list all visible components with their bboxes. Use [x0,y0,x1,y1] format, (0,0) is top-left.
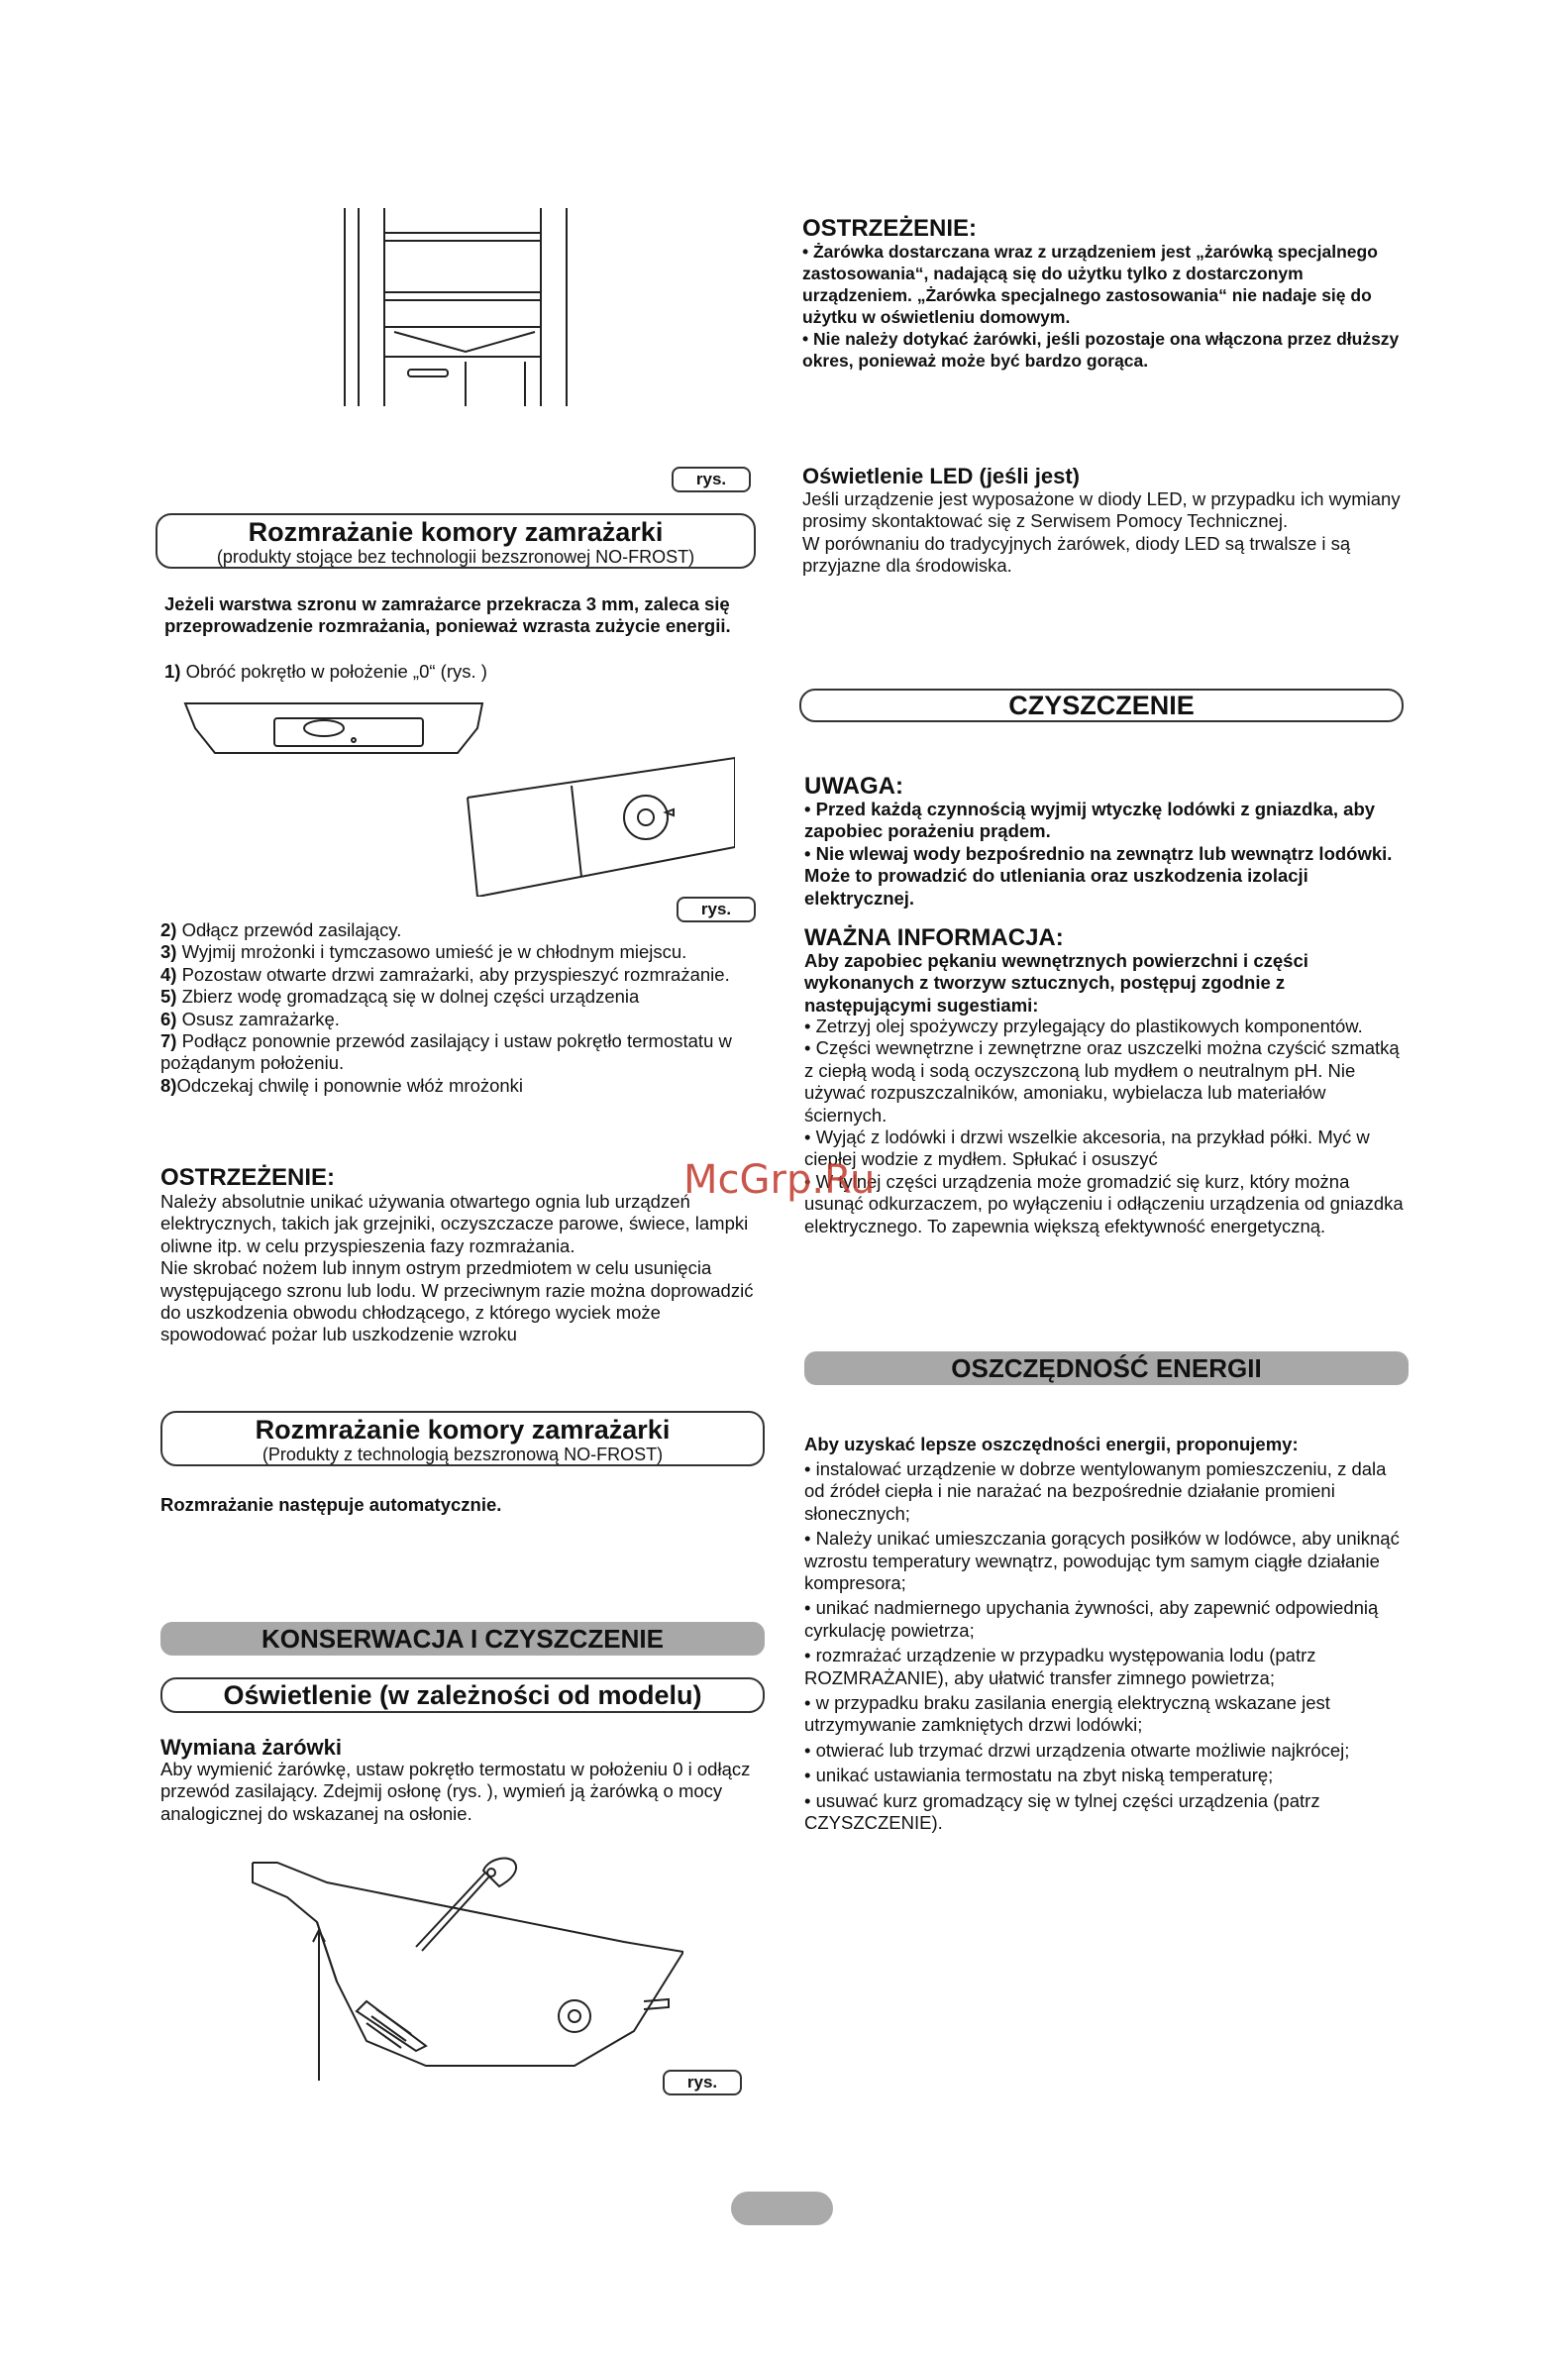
warning-line: • Żarówka dostarczana wraz z urządzeniem jest „żarówką specjalnego zastosowania“, nadającą się do użytku tylko z dostarczonym urządzeniem. „Żarówka specjalnego zastosowania“ nie nadaje się do użytku w oświetleniu domowym. [802,242,1378,327]
step-text: Osusz zamrażarkę. [181,1008,340,1029]
info-line: • Wyjąć z lodówki i drzwi wszelkie akcesoria, na przykład półki. Myć w ciepłej wodzie z mydłem. Spłukać i osuszyć [804,1126,1370,1170]
info-line: • Zetrzyj olej spożywczy przylegający do plastikowych komponentów. [804,1016,1363,1036]
rys-label: rys. [672,467,751,492]
step-number: 4) [160,963,177,985]
section-title: Rozmrażanie komory zamrażarki [255,1415,671,1445]
step-text: Odłącz przewód zasilający. [181,919,402,940]
caution-line: • Przed każdą czynnością wyjmij wtyczkę lodówki z gniazdka, aby zapobiec porażeniu prądem. [804,799,1376,842]
section-title: Oświetlenie (w zależności od modelu) [223,1680,702,1710]
step-text: Zbierz wodę gromadzącą się w dolnej części urządzenia [181,986,640,1008]
energy-item: • otwierać lub trzymać drzwi urządzenia otwarte możliwie najkrócej; [804,1739,1350,1761]
maintenance-section-bar: KONSERWACJA I CZYSZCZENIE [160,1622,765,1656]
energy-item: • instalować urządzenie w dobrze wentylowanym pomieszczeniu, z dala od źródeł ciepła i nie narażać na bezpośrednie działanie promieni słonecznych; [804,1458,1387,1524]
warning-line: • Nie należy dotykać żarówki, jeśli pozostaje ona włączona przez dłuższy okres, ponieważ może być bardzo gorąca. [802,329,1400,371]
energy-item: • unikać nadmiernego upychania żywności, aby zapewnić odpowiednią cyrkulację powietrza; [804,1597,1379,1641]
bulb-replacement-text: Aby wymienić żarówkę, ustaw pokrętło termostatu w położeniu 0 i odłącz przewód zasilający. Zdejmij osłonę (rys. ), wymień ją żarówką o mocy analogicznej do wskazanej na osłonie. [160,1759,751,1824]
section-title: Rozmrażanie komory zamrażarki [248,517,664,547]
led-title: Oświetlenie LED (jeśli jest) [802,464,1080,488]
defrost-step-5 [160,986,767,1008]
energy-item: • unikać ustawiania termostatu na zbyt niską temperaturę; [804,1765,1274,1786]
important-info-title: WAŻNA INFORMACJA: [804,924,1064,951]
page-number-pill [731,2192,833,2225]
info-line: • Części wewnętrzne i zewnętrzne oraz uszczelki można czyścić szmatką z ciepłą wodą i sodą oczyszczoną lub mydłem o neutralnym pH. Nie używać rozpuszczalników, amoniaku, wybielacza lub materiałów ściernych. [804,1037,1400,1126]
energy-item: • rozmrażać urządzenie w przypadku występowania lodu (patrz ROZMRAŻANIE), aby ułatwić transfer zimnego powietrza; [804,1645,1316,1688]
led-body [802,488,1409,578]
defrost-step-1 [164,661,763,683]
step-number: 7) [160,1030,177,1052]
step-text: Wyjmij mrożonki i tymczasowo umieść je w chłodnym miejscu. [181,941,687,963]
step-number: 3) [160,941,177,963]
step-number: 2) [160,919,177,940]
lamp-cover-screwdriver-illustration [248,1853,683,2081]
important-info-list [804,1016,1411,1237]
warning-paragraph: Nie skrobać nożem lub innym ostrym przedmiotem w celu usunięcia występującego szronu lub lodu. W przeciwnym razie można doprowadzić do uszkodzenia obwodu chłodzącego, z którego wyciek może spowodować pożar lub uszkodzenie wzroku [160,1257,754,1345]
caution-body [804,799,1411,910]
defrost-steps-list [160,919,767,1097]
info-line: • W tylnej części urządzenia może gromadzić się kurz, który można usunąć odkurzaczem, po wyłączeniu i odłączeniu urządzenia od gniazdka elektrycznego. To zapewnia większą efektywność energetyczną. [804,1170,1404,1236]
defrost-step-2 [160,919,767,941]
section-subtitle: (produkty stojące bez technologii bezszronowej NO-FROST) [216,547,695,567]
step-number: 6) [160,1008,177,1029]
energy-section-bar: OSZCZĘDNOŚĆ ENERGII [804,1351,1409,1385]
step-number: 8) [160,1074,177,1096]
warning-title: OSTRZEŻENIE: [160,1164,336,1191]
step-number: 5) [160,986,177,1008]
caution-line: • Nie wlewaj wody bezpośrednio na zewnątrz lub wewnątrz lodówki. Może to prowadzić do utleniania oraz uszkodzenia izolacji elektrycznej. [804,842,1393,909]
step-text: Obróć pokrętło w położenie „0“ (rys. ) [185,661,487,682]
top-warning-title: OSTRZEŻENIE: [802,215,978,242]
lighting-title-box [160,1677,765,1713]
defrost-intro: Jeżeli warstwa szronu w zamrażarce przekracza 3 mm, zaleca się przeprowadzenie rozmrażania, ponieważ wzrasta zużycie energii. [164,593,731,637]
warning-paragraph: Należy absolutnie unikać używania otwartego ognia lub urządzeń elektrycznych, takich jak grzejniki, oczyszczacze parowe, świece, lampki oliwne itp. w celu przyspieszenia fazy rozmrażania. [160,1191,749,1256]
rys-label: rys. [663,2070,742,2095]
top-warning-body [802,241,1409,372]
step-text: Pozostaw otwarte drzwi zamrażarki, aby przyspieszyć rozmrażanie. [181,963,730,985]
defrost-step-3 [160,941,767,963]
defrost-step-6 [160,1009,767,1030]
energy-item: • usuwać kurz gromadzący się w tylnej części urządzenia (patrz CZYSZCZENIE). [804,1789,1320,1834]
warning-body [160,1191,767,1346]
auto-defrost-text: Rozmrażanie następuje automatycznie. [160,1494,502,1515]
step-text: Podłącz ponownie przewód zasilający i ustaw pokrętło termostatu w pożądanym położeniu. [160,1030,732,1074]
watermark: McGrp.Ru [683,1157,876,1203]
fridge-shelves-illustration [337,203,594,411]
energy-item: • Należy unikać umieszczania gorących posiłków w lodówce, aby uniknąć wzrostu temperatury wewnątrz, powodując tym samym ciągłe działanie kompresora; [804,1528,1400,1594]
section-subtitle: (Produkty z technologią bezszronową NO-FROST) [261,1445,664,1464]
rys-label: rys. [677,897,756,922]
energy-item: • w przypadku braku zasilania energią elektryczną wskazane jest utrzymywanie zamkniętych drzwi lodówki; [804,1692,1330,1736]
caution-title: UWAGA: [804,773,903,800]
energy-list [804,1458,1411,1838]
step-number: 1) [164,661,181,682]
cleaning-title-box [799,689,1404,722]
energy-intro: Aby uzyskać lepsze oszczędności energii, proponujemy: [804,1434,1299,1454]
defrost-step-4 [160,964,767,986]
step-text: Odczekaj chwilę i ponownie włóż mrożonki [176,1074,524,1096]
led-paragraph: W porównaniu do tradycyjnych żarówek, diody LED są trwalsze i są przyjazne dla środowiska. [802,532,1351,577]
defrost-nofrost-title-box [160,1411,765,1466]
led-paragraph: Jeśli urządzenie jest wyposażone w diody LED, w przypadku ich wymiany prosimy skontaktować się z Serwisem Pomocy Technicznej. [802,488,1401,532]
section-title: CZYSZCZENIE [1008,691,1195,720]
bulb-replacement-title: Wymiana żarówki [160,1735,342,1760]
defrost-step-7 [160,1030,767,1075]
defrost-no-frost-title-box [156,513,756,569]
important-info-intro: Aby zapobiec pękaniu wewnętrznych powierzchni i części wykonanych z tworzyw sztucznych, postępuj zgodnie z następującymi sugestiami: [804,950,1308,1016]
thermostat-panel-illustration [180,698,735,897]
defrost-step-8 [160,1075,767,1097]
